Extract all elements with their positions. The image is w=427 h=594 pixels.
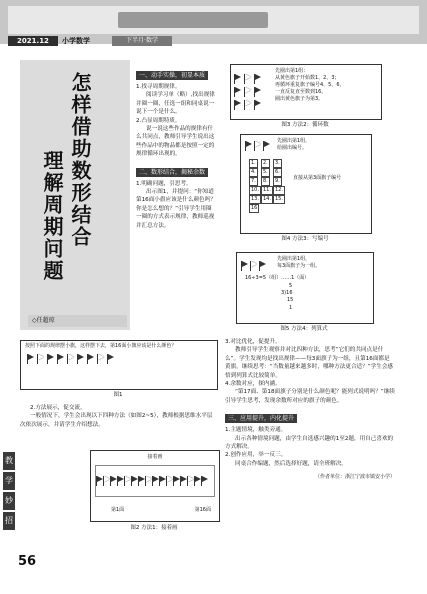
author-label: ◇任超琼 [28, 315, 127, 327]
title-line1: 怎样借助数形结合 [68, 72, 92, 248]
flag-icon [246, 141, 252, 147]
s3-p1: 1.主题情境，触类旁通。 [225, 427, 287, 434]
fig4-grid-cell: 12. [275, 187, 283, 193]
s1-p1: 1.找寻周期规律。 [136, 84, 181, 90]
s2-p2: 出示图1，并提问：“你知道第16面小旗应该是什么颜色吗？你是怎么想的？”引导学生用圈一圈的方式表示规律，教师巡视并汇总方法。 [136, 189, 216, 229]
fig5-head: 先圈出第1组， 每3面旗子为一组。 [277, 256, 321, 269]
magazine-name: 小学数学 [62, 37, 90, 45]
fig5-flags [241, 259, 271, 273]
fig5-division: 3)16 [281, 290, 293, 296]
fig5-equation: 16÷3=5（组）……1（面） [245, 275, 310, 281]
side-tab-4: 招 [3, 512, 15, 530]
fig4-flags [245, 139, 275, 153]
method-heading: 2.方法展示，促交流。 [30, 405, 86, 411]
flag-icon [58, 354, 64, 360]
fig4-grid-cell: 2. [263, 160, 268, 166]
flag-icon [260, 261, 266, 267]
fig4-grid-cell: 7. [251, 178, 256, 184]
s1-p3: 2.凸显周期特质。 [136, 117, 181, 124]
section-1-heading: 一、动手实操，初显本质 [136, 71, 208, 80]
figure-4 [240, 134, 372, 234]
flag-icon [245, 74, 251, 80]
flag-icon [235, 74, 241, 80]
flag-icon [108, 354, 114, 360]
fig5-caption: 图5 方法4：列算式 [280, 326, 328, 332]
fig4-grid-cell: 4. [251, 169, 256, 175]
fig4-note: 直接从第3面旗子编号 [293, 175, 342, 181]
flag-icon [245, 87, 251, 93]
flag-icon [88, 354, 94, 360]
fig4-grid-cell: 1. [251, 160, 256, 166]
edition-label: 下半月·数学 [112, 36, 172, 46]
fig4-caption: 图4 方法3：写编号 [281, 236, 329, 242]
flag-icon [264, 141, 270, 147]
author-unit: （作者单位：浙江宁波市镇安小学） [314, 474, 395, 481]
flag-icon [48, 354, 54, 360]
s2-p1: 1.明确问题，引思考。 [136, 180, 192, 187]
fig1-caption: 图1 [113, 392, 123, 398]
flag-icon [28, 354, 34, 360]
figure-2 [90, 450, 220, 522]
fig2-flags [95, 465, 215, 497]
fig2-label-16: 第16面 [194, 507, 211, 513]
figure-3 [230, 64, 382, 120]
fig4-grid-cell: 16 [251, 205, 258, 211]
flag-icon [255, 74, 261, 80]
fig3-caption: 图3 方法2：循环数 [281, 122, 329, 128]
flag-icon [78, 354, 84, 360]
fig4-grid-cell: 11. [263, 187, 271, 193]
figure-5 [236, 252, 374, 324]
flag-icon [242, 261, 248, 267]
title-line2: 理解周期问题 [40, 150, 64, 282]
s1-p4: 说一说这些作品的规律有什么共同点，教师引导学生说出这些作品中的物品都是按照一定的规律循环出现的。 [136, 126, 215, 158]
flag-icon [202, 476, 208, 482]
fig4-grid-cell: 9. [275, 178, 280, 184]
flag-icon [38, 354, 44, 360]
method-text: 一般情况下，学生会出现以下四种方法（如图2~5），教师根据思维水平层次依次展示，并请学生介绍想法。 [20, 413, 213, 428]
flag-icon [68, 354, 74, 360]
fig4-grid-cell: 6. [275, 169, 280, 175]
fig4-grid-cell: 14. [263, 196, 271, 202]
flag-icon [98, 354, 104, 360]
side-tab-2: 学 [3, 472, 15, 490]
fig4-grid-cell: 8. [263, 178, 268, 184]
fig2-caption: 图2 方法1：接着画 [130, 525, 178, 531]
right-p4: “第17面、第18面旗子分别是什么颜色呢？能列式说明吗？”继续引导学生思考，发现余数所对应的旗子的颜色。 [225, 389, 395, 404]
issue-label: 2021.12 [8, 36, 58, 46]
fig5-remainder: 1 [289, 305, 293, 311]
fig4-grid-cell: 5. [263, 169, 268, 175]
fig3-text: 先圈出第1组： 从黄色旗子开始数1、2、3； 再循环重复旗子编号4、5、6， 一直反复直至数到16。 圈出黄色旗子为第3。 [275, 68, 345, 102]
header-banner-image [8, 6, 419, 34]
fig4-grid-cell: 15. [275, 196, 283, 202]
flag-icon [251, 261, 257, 267]
flag-icon [255, 87, 261, 93]
fig3-flag-row [234, 86, 270, 98]
fig4-grid-cell: 3. [275, 160, 280, 166]
flag-icon [245, 100, 251, 106]
right-p3: 4.余数对应，探内涵。 [225, 381, 281, 388]
fig3-flag-row [234, 99, 270, 111]
section-2-heading: 二、数形结合，揭秘余数 [136, 168, 208, 177]
s3-p4: 同桌合作编题，然后选择好题，请全班解决。 [235, 460, 347, 467]
fig5-quotient: 5 [289, 283, 293, 289]
flag-icon [255, 100, 261, 106]
right-p2: 教师引导学生观察并对比四种方法，思考“它们的共同点是什么”。学生发现均是找出规律——每3面旗子为一组，且第16面都是黄旗。继续思考：“当数量越来越多时，哪种方法更合适？”学生会感悟到列算式比较简单。 [225, 347, 394, 379]
laptop-graphic [118, 12, 268, 28]
fig2-label-1: 第1面 [111, 507, 125, 513]
s3-p3: 2.创作应用，举一反三。 [225, 452, 287, 459]
page-number: 56 [18, 554, 37, 569]
section-3-heading: 三、应用提升，内化提升 [225, 414, 297, 423]
fig3-flags [234, 73, 270, 113]
flag-icon [255, 141, 261, 147]
flag-icon [235, 100, 241, 106]
fig5-minus: 15 [287, 297, 294, 303]
fig2-title: 接着画 [147, 454, 163, 460]
s3-p2: 出示各种情境问题，由学生自选感兴趣的1至2题，用自己喜欢的方式解决。 [225, 435, 394, 451]
side-tab-3: 妙 [3, 492, 15, 510]
fig1-flags [27, 352, 217, 366]
right-p1: 3.对比优化，促提升。 [225, 339, 281, 345]
figure-1 [20, 340, 218, 390]
fig3-flag-row [234, 73, 270, 85]
flag-icon [235, 87, 241, 93]
fig4-grid-cell: 10. [251, 187, 259, 193]
side-tab-1: 教 [3, 452, 15, 470]
s1-p2: 阅读学习单（略）,找出规律并圈一圈，任选一组和同桌说一说下一个是什么。 [136, 92, 215, 116]
fig4-head: 先圈出第1组， 给圈出编号。 [277, 138, 311, 151]
fig4-grid-cell: 13. [251, 196, 259, 202]
fig1-text: 按照下面的规律摆小旗，这样摆下去，第16面小旗应该是什么颜色？ [25, 343, 177, 349]
